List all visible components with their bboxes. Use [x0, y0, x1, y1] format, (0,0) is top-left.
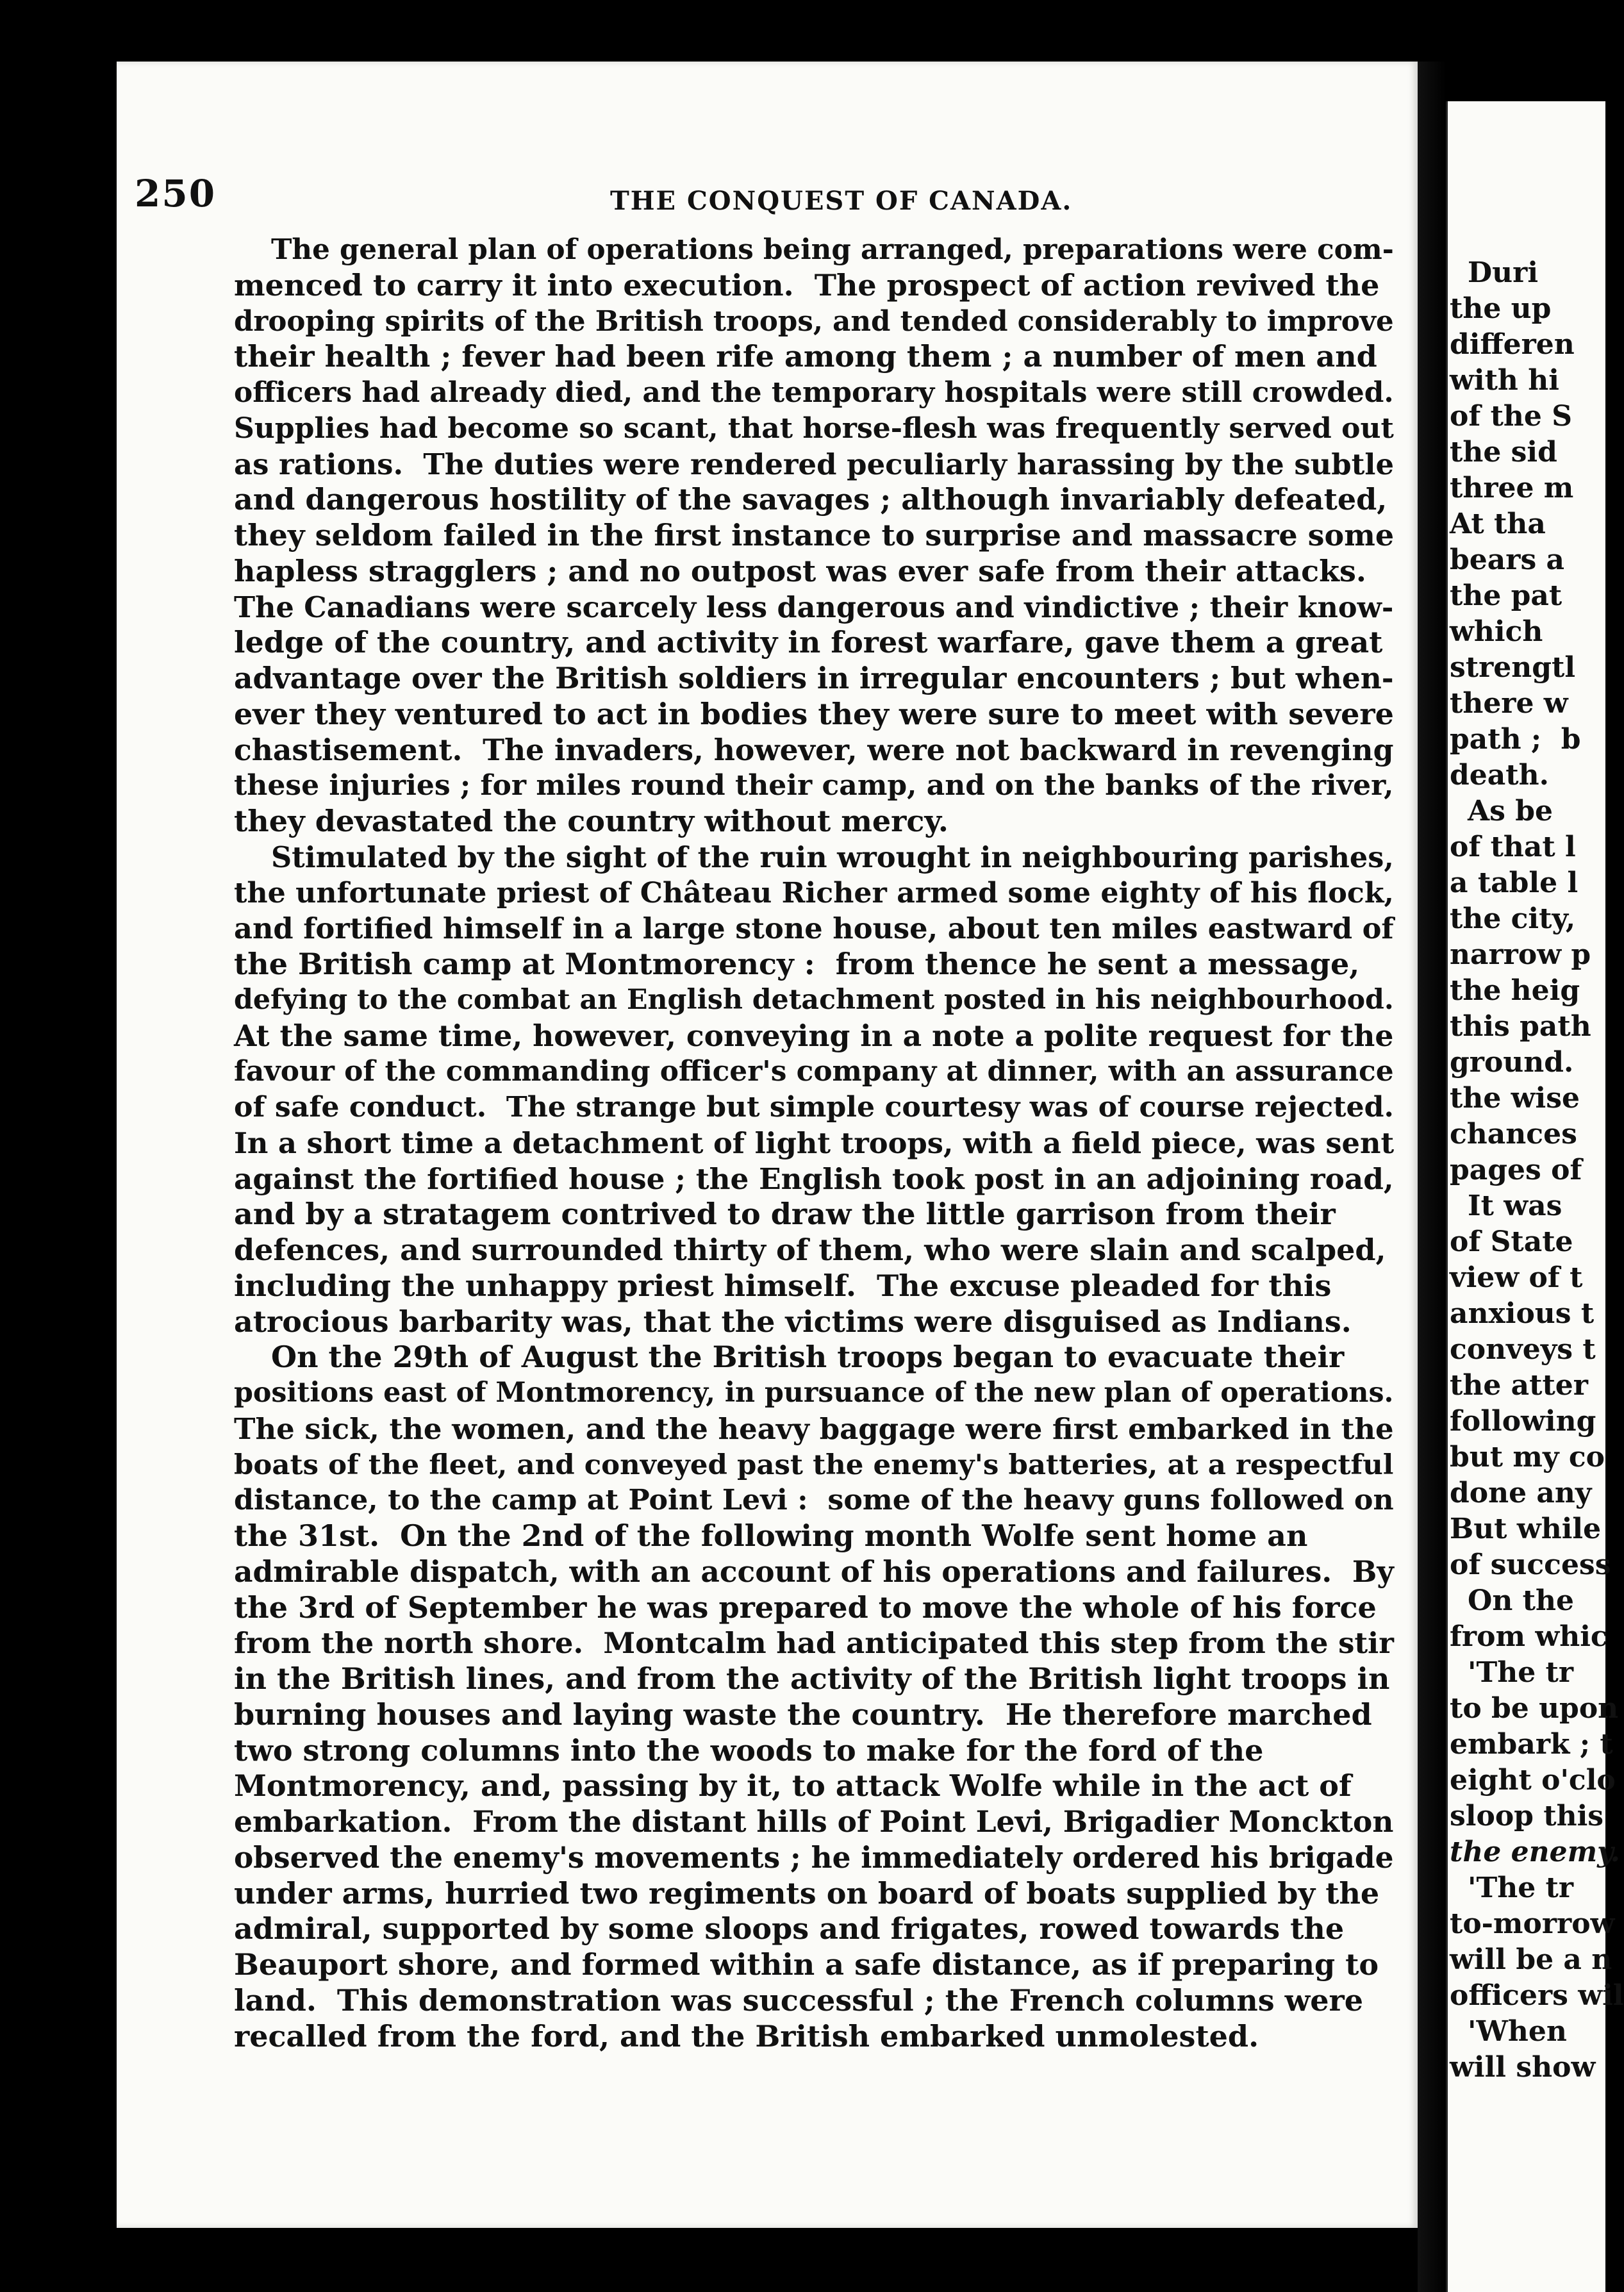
text-line: land. This demonstration was successful ; the French columns were [234, 1982, 1363, 2018]
right-text-line: 'The tr [1468, 1872, 1574, 1904]
right-text-line: of the S [1450, 400, 1572, 433]
right-text-line: conveys t [1450, 1333, 1596, 1366]
text-line: On the 29th of August the British troops began to evacuate their [271, 1340, 1345, 1375]
right-text-line: the pat [1450, 579, 1562, 612]
right-text-line: bears a [1450, 544, 1565, 576]
text-line: atrocious barbarity was, that the victims were disguised as Indians. [234, 1304, 1352, 1339]
text-line: embarkation. From the distant hills of Point Levi, Brigadier Monckton [234, 1804, 1394, 1839]
right-text-line: As be [1468, 795, 1553, 827]
right-text-line: 'When [1468, 2015, 1567, 2048]
right-text-line: But while [1450, 1513, 1602, 1545]
text-line: drooping spirits of the British troops, and tended considerably to improve [234, 304, 1394, 338]
text-line: recalled from the ford, and the British embarked unmolested. [234, 2018, 1259, 2054]
right-text-line: anxious t [1450, 1297, 1595, 1330]
right-text-line: following [1450, 1405, 1596, 1438]
text-line: Supplies had become so scant, that horse-flesh was frequently served out [234, 411, 1394, 445]
right-text-line: embark ; t [1450, 1728, 1613, 1761]
right-text-line: officers wil [1450, 1979, 1624, 2012]
text-line: positions east of Montmorency, in pursuance of the new plan of operations. [234, 1377, 1394, 1409]
right-text-line: differen [1450, 328, 1575, 361]
right-text-line: the heig [1450, 974, 1580, 1007]
text-line: distance, to the camp at Point Levi : some of the heavy guns followed on [234, 1483, 1394, 1517]
text-line: from the north shore. Montcalm had anticipated this step from the stir [234, 1626, 1394, 1661]
book-gutter [1418, 62, 1446, 2292]
text-line: ledge of the country, and activity in forest warfare, gave them a great [234, 625, 1383, 660]
right-text-line: eight o'clo [1450, 1764, 1616, 1797]
right-text-line: will be a n [1450, 1943, 1612, 1976]
text-line: menced to carry it into execution. The prospect of action revived the [234, 267, 1380, 303]
right-text-line: the atter [1450, 1369, 1588, 1402]
text-line: these injuries ; for miles round their camp, and on the banks of the river, [234, 769, 1394, 802]
right-text-line: pages of [1450, 1154, 1582, 1186]
right-text-line: chances [1450, 1118, 1577, 1150]
right-text-line: to be upon [1450, 1692, 1619, 1725]
right-text-line: ground. [1450, 1046, 1574, 1079]
text-line: including the unhappy priest himself. The excuse pleaded for this [234, 1268, 1332, 1303]
right-text-line: the up [1450, 292, 1552, 325]
text-line: advantage over the British soldiers in irregular encounters ; but when- [234, 661, 1394, 695]
running-head: THE CONQUEST OF CANADA. [610, 186, 1073, 216]
right-text-line: On the [1468, 1584, 1574, 1617]
text-line: observed the enemy's movements ; he immediately ordered his brigade [234, 1839, 1394, 1875]
right-text-line: of that l [1450, 831, 1576, 863]
body-text [234, 232, 1394, 2054]
right-text-line: the city, [1450, 902, 1576, 935]
text-line: against the fortified house ; the English took post in an adjoining road, [234, 1161, 1394, 1196]
text-line: boats of the fleet, and conveyed past the enemy's batteries, at a respectful [234, 1448, 1394, 1481]
text-line: hapless stragglers ; and no outpost was ever safe from their attacks. [234, 553, 1366, 588]
right-text-line: done any [1450, 1477, 1592, 1509]
right-text-line: but my co [1450, 1441, 1605, 1474]
right-text-line: 'The tr [1468, 1656, 1574, 1689]
text-line: admiral, supported by some sloops and frigates, rowed towards the [234, 1911, 1345, 1947]
right-text-line: sloop this [1450, 1800, 1604, 1832]
right-text-line: of State [1450, 1225, 1573, 1258]
right-page-text-fragment [1450, 255, 1624, 2086]
text-line: In a short time a detachment of light troops, with a field piece, was sent [234, 1125, 1395, 1160]
text-line: in the British lines, and from the activity of the British light troops in [234, 1661, 1390, 1696]
text-line: the unfortunate priest of Château Richer armed some eighty of his flock, [234, 876, 1394, 909]
right-text-line: to-morrow [1450, 1907, 1615, 1940]
right-text-line: three m [1450, 472, 1574, 504]
right-text-line: It was [1468, 1190, 1562, 1222]
right-text-line: there w [1450, 687, 1568, 720]
right-text-line: death. [1450, 759, 1549, 792]
text-line: defying to the combat an English detachment posted in his neighbourhood. [234, 983, 1394, 1016]
right-text-line: a table l [1450, 867, 1578, 899]
right-text-line: the sid [1450, 436, 1557, 469]
text-line: they devastated the country without mercy. [234, 804, 949, 838]
text-line: The sick, the women, and the heavy baggage were first embarked in the [234, 1411, 1394, 1446]
text-line: the 3rd of September he was prepared to move the whole of his force [234, 1590, 1377, 1625]
right-text-line: Duri [1468, 256, 1539, 289]
text-line: and fortified himself in a large stone house, about ten miles eastward of [234, 911, 1394, 946]
right-text-line: this path [1450, 1010, 1591, 1043]
right-text-line: narrow p [1450, 938, 1591, 971]
right-text-line: with hi [1450, 364, 1559, 397]
text-line: admirable dispatch, with an account of his operations and failures. By [234, 1554, 1394, 1589]
text-line: they seldom failed in the first instance to surprise and massacre some [234, 518, 1395, 552]
text-line: the British camp at Montmorency : from thence he sent a message, [234, 947, 1360, 981]
text-line: The general plan of operations being arranged, preparations were com- [271, 233, 1394, 266]
text-line: ever they ventured to act in bodies they were sure to meet with severe [234, 696, 1394, 731]
text-line: chastisement. The invaders, however, were not backward in revenging [234, 732, 1394, 767]
right-text-line: from whic [1450, 1620, 1608, 1653]
right-text-line: path ; b [1450, 723, 1581, 756]
text-line: and dangerous hostility of the savages ; although invariably defeated, [234, 482, 1388, 517]
right-text-line: view of t [1450, 1261, 1583, 1294]
text-line: officers had already died, and the temporary hospitals were still crowded. [234, 376, 1394, 409]
text-line: burning houses and laying waste the country. He therefore marched [234, 1697, 1372, 1732]
text-line: defences, and surrounded thirty of them, who were slain and scalped, [234, 1233, 1386, 1267]
text-line: the 31st. On the 2nd of the following month Wolfe sent home an [234, 1518, 1308, 1553]
right-text-line: the wise [1450, 1082, 1580, 1115]
text-line: At the same time, however, conveying in a note a polite request for the [234, 1018, 1394, 1053]
page-number: 250 [135, 172, 217, 215]
right-text-line: the enemy. [1450, 1836, 1620, 1868]
text-line: and by a stratagem contrived to draw the little garrison from their [234, 1197, 1336, 1232]
right-text-line: of success [1450, 1549, 1611, 1581]
text-line: The Canadians were scarcely less dangerous and vindictive ; their know- [234, 590, 1394, 624]
right-text-line: will show [1450, 2051, 1596, 2084]
right-text-line: strengtl [1450, 651, 1576, 684]
text-line: Beauport shore, and formed within a safe distance, as if preparing to [234, 1947, 1379, 1982]
text-line: of safe conduct. The strange but simple courtesy was of course rejected. [234, 1091, 1394, 1124]
text-line: under arms, hurried two regiments on board of boats supplied by the [234, 1875, 1380, 1911]
text-line: their health ; fever had been rife among them ; a number of men and [234, 339, 1377, 374]
text-line: favour of the commanding officer's company at dinner, with an assurance [234, 1055, 1394, 1088]
text-line: Stimulated by the sight of the ruin wrought in neighbouring parishes, [271, 840, 1394, 874]
text-line: Montmorency, and, passing by it, to attack Wolfe while in the act of [234, 1768, 1352, 1804]
text-line: as rations. The duties were rendered peculiarly harassing by the subtle [234, 447, 1395, 481]
text-line: two strong columns into the woods to make for the ford of the [234, 1732, 1264, 1768]
right-text-line: At tha [1450, 508, 1546, 540]
right-text-line: which [1450, 615, 1543, 648]
